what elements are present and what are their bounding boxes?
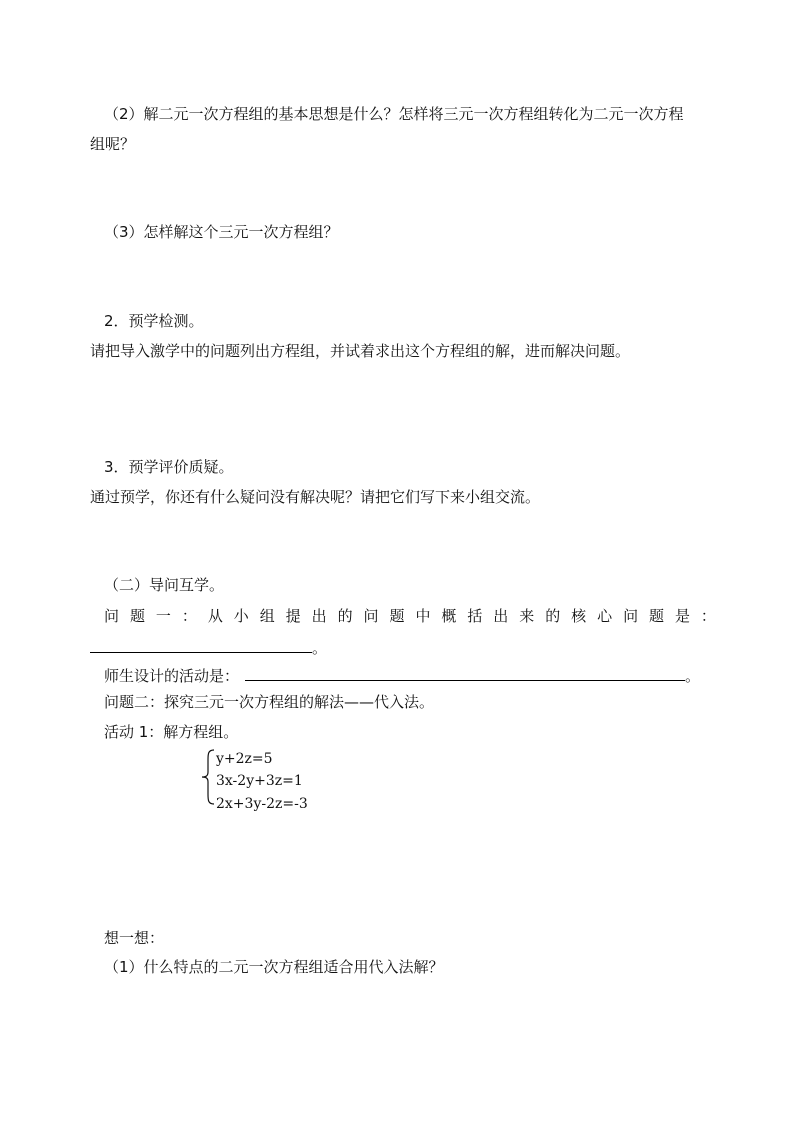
- think-question-1: （1）什么特点的二元一次方程组适合用代入法解？: [104, 958, 444, 976]
- period: 。: [685, 667, 701, 685]
- problem1-char: ：: [181, 606, 197, 625]
- problem1-char: 题: [129, 606, 145, 625]
- problem1-char: 括: [467, 606, 483, 625]
- problem1-char: 问: [104, 606, 120, 625]
- equation-1: y+2z=5: [216, 751, 273, 767]
- problem1-char: 来: [519, 606, 535, 625]
- equation-brace: [200, 748, 216, 806]
- problem1-char: 问: [623, 606, 639, 625]
- section2-text: 请把导入激学中的问题列出方程组，并试着求出这个方程组的解，进而解决问题。: [90, 342, 631, 360]
- problem1-char: 一: [155, 606, 171, 625]
- equation-3: 2x+3y-2z=-3: [216, 796, 308, 812]
- equation-2: 3x-2y+3z=1: [216, 773, 303, 789]
- answer-blank[interactable]: [90, 636, 312, 653]
- section2-title: 2．预学检测。: [104, 312, 204, 330]
- activity-design-line: [104, 664, 700, 686]
- problem1-char: 从: [207, 606, 223, 625]
- section3-text: 通过预学，你还有什么疑问没有解决呢？请把它们写下来小组交流。: [90, 488, 541, 506]
- problem1-prompt: [104, 604, 716, 626]
- q2-line2: 组呢？: [90, 135, 136, 153]
- problem1-answer-line: [90, 636, 327, 658]
- activity1-text: 活动 1：解方程组。: [104, 723, 239, 741]
- problem1-char: 小: [233, 606, 249, 625]
- think-label: 想一想：: [104, 929, 165, 947]
- problem1-char: 概: [441, 606, 457, 625]
- section3-title: 3．预学评价质疑。: [104, 458, 234, 476]
- problem1-char: 的: [545, 606, 561, 625]
- problem1-char: 提: [285, 606, 301, 625]
- problem1-char: 题: [649, 606, 665, 625]
- problem1-char: 心: [597, 606, 613, 625]
- problem1-char: 出: [311, 606, 327, 625]
- activity-blank[interactable]: [245, 664, 685, 681]
- problem2-text: 问题二：探究三元一次方程组的解法——代入法。: [104, 693, 435, 711]
- problem1-char: 是: [674, 606, 690, 625]
- period: 。: [312, 639, 328, 657]
- problem1-char: 的: [337, 606, 353, 625]
- problem1-char: 出: [493, 606, 509, 625]
- problem1-char: 核: [571, 606, 587, 625]
- q2-line1: （2）解二元一次方程组的基本思想是什么？怎样将三元一次方程组转化为二元一次方程: [104, 105, 684, 123]
- problem1-char: 题: [389, 606, 405, 625]
- problem1-char: 组: [259, 606, 275, 625]
- q3-text: （3）怎样解这个三元一次方程组？: [104, 223, 339, 241]
- activity-label: 师生设计的活动是：: [104, 667, 240, 685]
- problem1-char: 问: [363, 606, 379, 625]
- problem1-char: ：: [700, 606, 716, 625]
- problem1-char: 中: [415, 606, 431, 625]
- part2-title: （二）导问互学。: [104, 576, 225, 594]
